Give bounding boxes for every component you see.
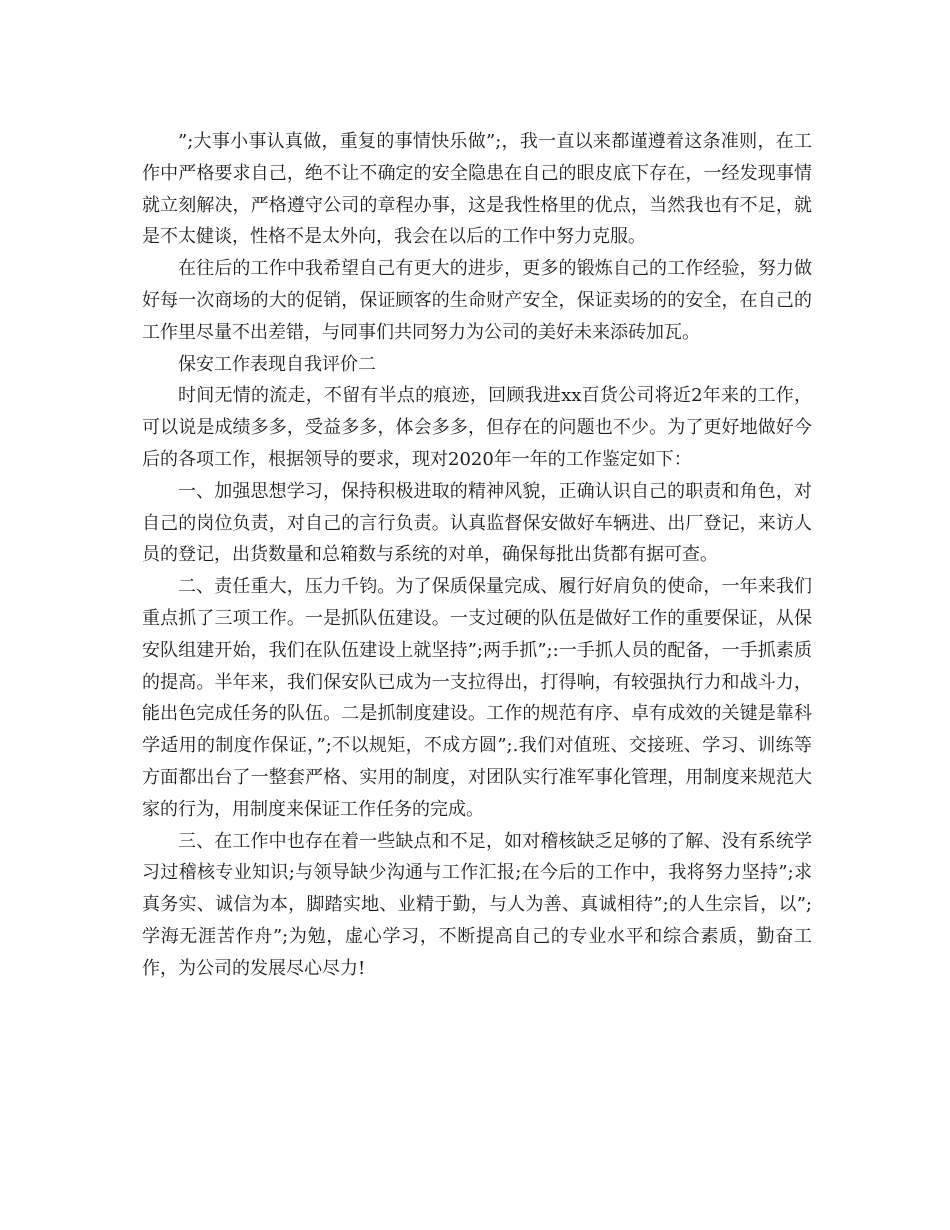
paragraph-review-intro: 时间无情的流走，不留有半点的痕迹，回顾我进xx百货公司将近2年来的工作，可以说是成绩多多，受益多多，体会多多，但存在的问题也不少。为了更好地做好今后的各项工作，根据领导的要求，现对2020年一年的工作鉴定如下： <box>142 385 812 470</box>
paragraph-principle: ”;大事小事认真做，重复的事情快乐做”;，我一直以来都谨遵着这条准则，在工作中严格要求自己，绝不让不确定的安全隐患在自己的眼皮底下存在，一经发现事情就立刻解决，严格遵守公司的章程办事，这是我性格里的优点，当然我也有不足，就是不太健谈，性格不是太外向，我会在以后的工作中努力克服。 <box>142 131 812 248</box>
paragraph-point-one: 一、加强思想学习，保持积极进取的精神风貌，正确认识自己的职责和角色，对自己的岗位负责，对自己的言行负责。认真监督保安做好车辆进、出厂登记，来访人员的登记，出货数量和总箱数与系统的对单，确保每批出货都有据可查。 <box>142 480 812 566</box>
section-heading: 保安工作表现自我评价二 <box>178 353 376 375</box>
paragraph-point-three: 三、在工作中也存在着一些缺点和不足，如对稽核缺乏足够的了解、没有系统学习过稽核专业知识;与领导缺少沟通与工作汇报;在今后的工作中，我将努力坚持”;求真务实、诚信为本，脚踏实地、业精于勤，与人为善、真诚相待”;的人生宗旨，以”;学海无涯苦作舟”;为勉，虚心学习，不断提高自己的专业水平和综合素质，勤奋工作，为公司的发展尽心尽力! <box>142 830 812 979</box>
document-body <box>142 126 812 985</box>
paragraph-future-hopes: 在往后的工作中我希望自己有更大的进步，更多的锻炼自己的工作经验，努力做好每一次商场的大的促销，保证顾客的生命财产安全，保证卖场的的安全，在自己的工作里尽量不出差错，与同事们共同努力为公司的美好未来添砖加瓦。 <box>142 258 812 343</box>
paragraph-point-two: 二、责任重大，压力千钧。为了保质保量完成、履行好肩负的使命，一年来我们重点抓了三项工作。一是抓队伍建设。一支过硬的队伍是做好工作的重要保证，从保安队组建开始，我们在队伍建设上就坚持”;两手抓”;:一手抓人员的配备，一手抓素质的提高。半年来，我们保安队已成为一支拉得出，打得响，有较强执行力和战斗力，能出色完成任务的队伍。二是抓制度建设。工作的规范有序、卓有成效的关键是靠科学适用的制度作保证，”;不以规矩，不成方圆”;.我们对值班、交接班、学习、训练等方面都出台了一整套严格、实用的制度，对团队实行准军事化管理，用制度来规范大家的行为，用制度来保证工作任务的完成。 <box>142 576 812 820</box>
